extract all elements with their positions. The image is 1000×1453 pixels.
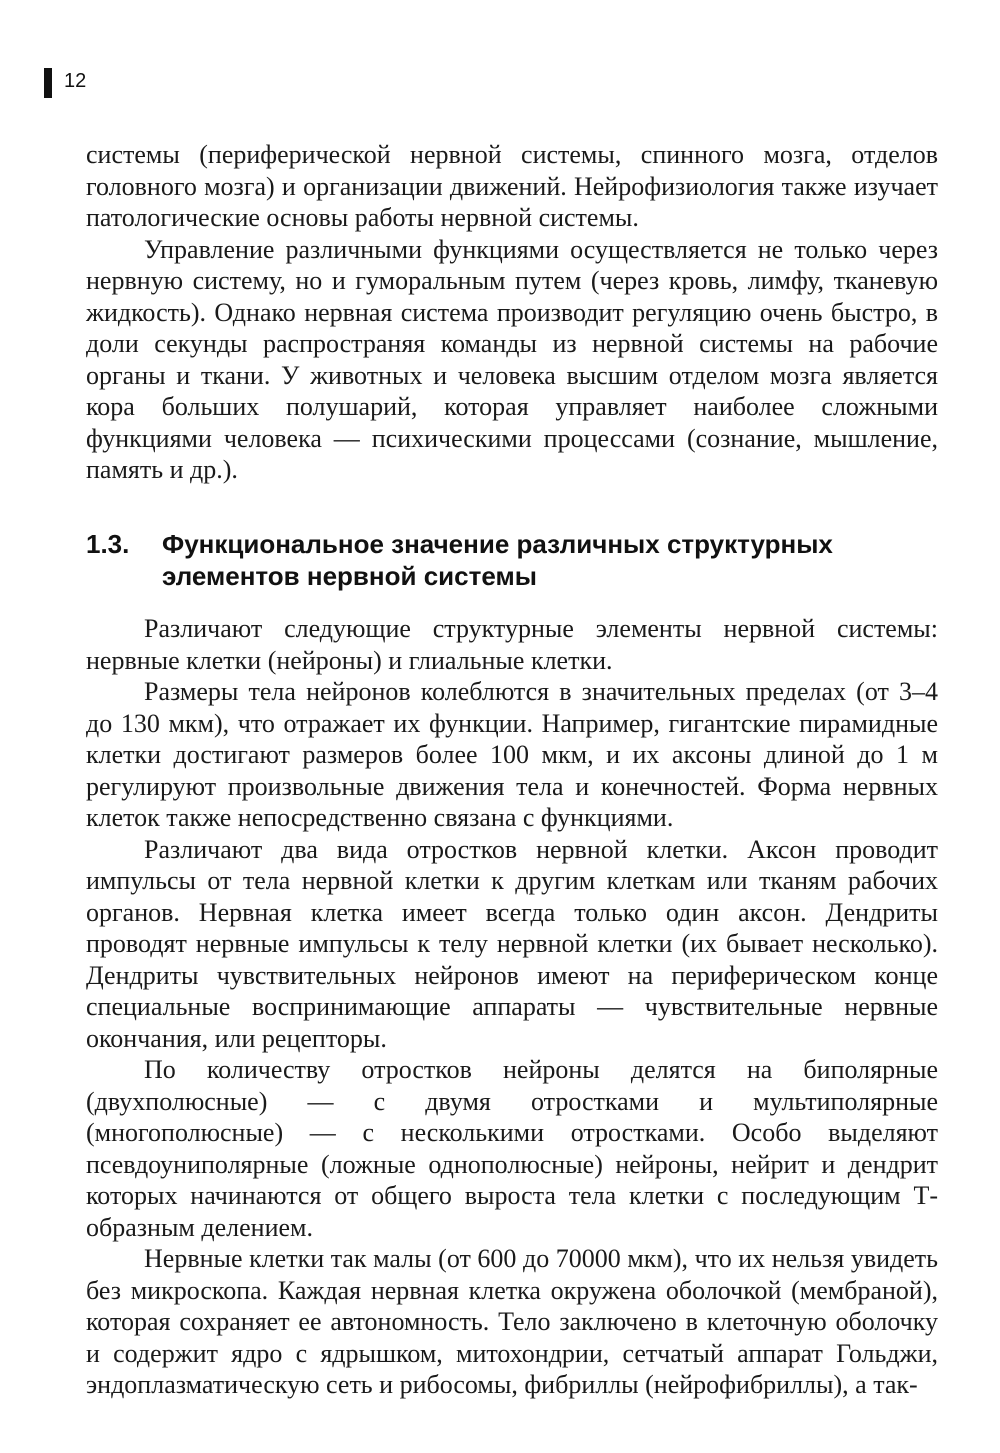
paragraph: Нервные клетки так малы (от 600 до 70000 мкм), что их нельзя увидеть без микроскопа. Каждая нервная клетка окружена оболочкой (мембраной), которая сохраняет ее автономность. Тело заключено в клеточную оболочку и содержит ядро с ядрышком, митохондрии, сетчатый аппарат Гольджи, эндоплазматическую сеть и рибосомы, фибриллы (нейрофибриллы), а так-: [86, 1244, 938, 1399]
paragraph: По количеству отростков нейроны делятся на биполярные (двухполюсные) — с двумя отростками и мультиполярные (многополюсные) — с несколькими отростками. Особо выделяют псевдоуниполярные (ложные однополюсные) нейроны, нейрит и дендрит которых начинаются от общего выроста тела клетки с последующим Т-образным делением.: [86, 1055, 938, 1242]
page-number: 12: [64, 70, 87, 92]
intro-text-block: [86, 139, 938, 486]
page-number-marker: [44, 68, 52, 98]
section-text-block: [86, 613, 938, 1401]
section-title: Функциональное значение различных структурных элементов нервной системы: [162, 529, 833, 591]
paragraph: Различают следующие структурные элементы нервной системы: нервные клетки (нейроны) и глиальные клетки.: [86, 614, 938, 675]
section-number: 1.3.: [86, 529, 130, 559]
paragraph: системы (периферической нервной системы, спинного мозга, отделов головного мозга) и организации движений. Нейрофизиология также изучает патологические основы работы нервной системы.: [86, 140, 938, 232]
paragraph: Различают два вида отростков нервной клетки. Аксон проводит импульсы от тела нервной клетки к другим клеткам или тканям рабочих органов. Нервная клетка имеет всегда только один аксон. Дендриты проводят нервные импульсы к телу нервной клетки (их бывает несколько). Дендриты чувствительных нейронов имеют на периферическом конце специальные воспринимающие аппараты — чувствительные нервные окончания, или рецепторы.: [86, 834, 938, 1053]
paragraph: Размеры тела нейронов колеблются в значительных пределах (от 3–4 до 130 мкм), что отражает их функции. Например, гигантские пирамидные клетки достигают размеров более 100 мкм, и их аксоны длиной до 1 м регулируют произвольные движения тела и конечностей. Форма нервных клеток также непосредственно связана с функциями.: [86, 677, 938, 832]
paragraph: Управление различными функциями осуществляется не только через нервную систему, но и гуморальным путем (через кровь, лимфу, тканевую жидкость). Однако нервная система производит регуляцию очень быстро, в доли секунды распространяя команды из нервной системы на рабочие органы и ткани. У животных и человека высшим отделом мозга является кора больших полушарий, которая управляет наиболее сложными функциями человека — психическими процессами (сознание, мышление, память и др.).: [86, 234, 938, 484]
section-heading: [86, 528, 946, 592]
